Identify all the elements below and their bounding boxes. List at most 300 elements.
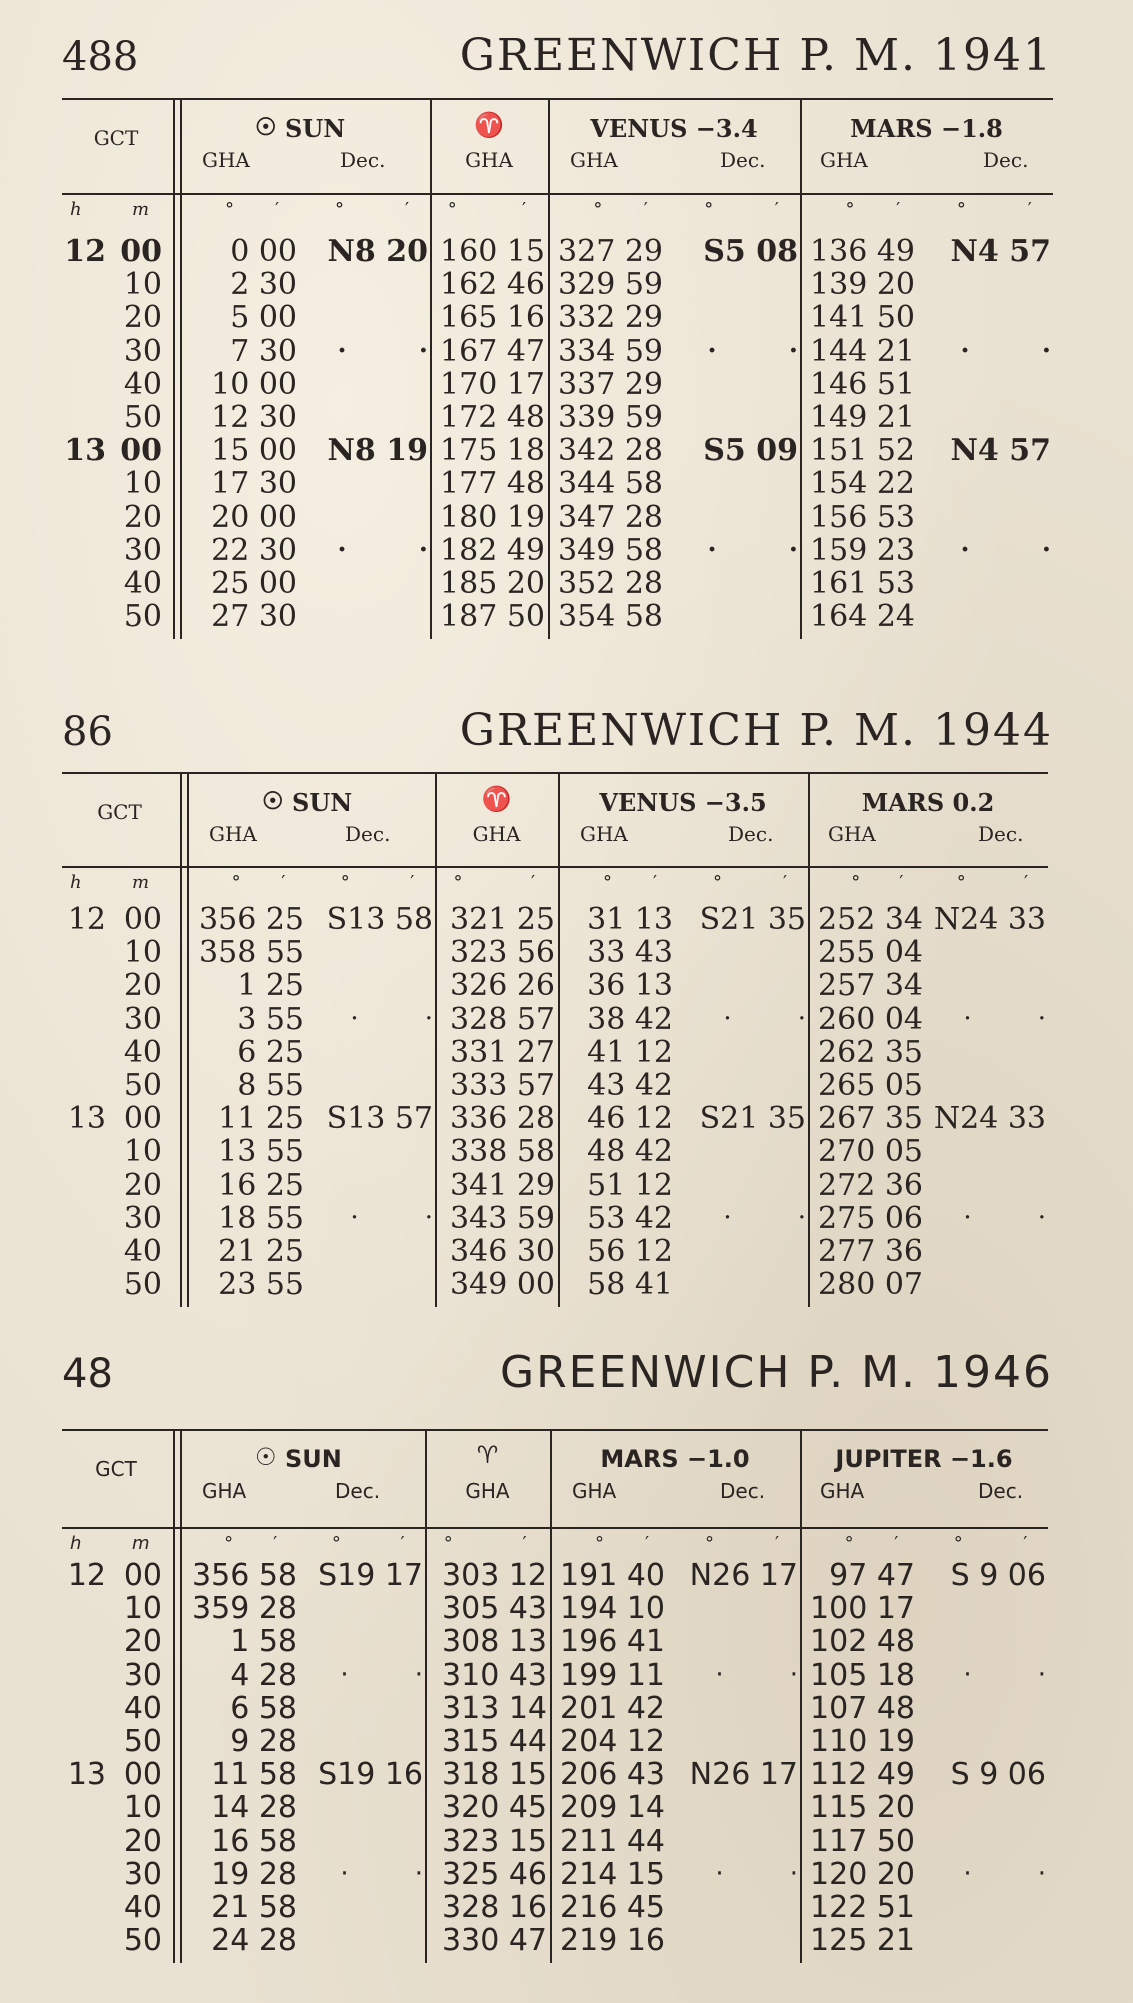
degree-mark: ° — [953, 1533, 963, 1554]
aries-gha-label: GHA — [465, 1479, 510, 1503]
minute-cell: 00 — [123, 1101, 162, 1137]
planet1-gha-label: GHA — [580, 822, 628, 846]
planet1-gha-cell: 48 42 — [587, 1134, 673, 1170]
aries-gha-cell: 167 47 — [440, 333, 545, 369]
sun-symbol-icon: ☉ — [262, 786, 284, 815]
planet2-dec-cell: N24 33 — [933, 902, 1046, 937]
planet2-dec-cell-continuation-dots: · · — [960, 534, 1051, 565]
minute-cell: 40 — [123, 566, 162, 601]
planet1-gha-cell: 199 11 — [560, 1657, 665, 1693]
table-row — [0, 534, 1133, 567]
planet1-gha-cell: 342 28 — [558, 433, 663, 469]
gct-header: GCT — [93, 126, 139, 150]
minute-mark: ′ — [522, 1533, 527, 1554]
planet2-gha-cell: 272 36 — [818, 1167, 923, 1203]
planet1-magnitude: −1.0 — [678, 1445, 750, 1473]
minute-cell: 10 — [123, 466, 162, 502]
hour-cell: 13 — [67, 1101, 106, 1137]
sun-dec-cell: N8 19 — [327, 433, 428, 469]
table-row — [0, 1659, 1133, 1692]
almanac-section — [0, 30, 1133, 670]
planet2-gha-cell: 102 48 — [810, 1624, 915, 1660]
table-top-rule — [62, 1429, 1048, 1431]
sun-gha-cell: 23 55 — [218, 1267, 304, 1303]
aries-gha-cell: 165 16 — [440, 300, 545, 336]
minute-cell: 20 — [123, 968, 162, 1004]
planet1-dec-cell-continuation-dots: · · — [723, 1003, 806, 1034]
planet2-dec-cell-continuation-dots: · · — [963, 1202, 1046, 1233]
degree-mark: ° — [225, 199, 234, 220]
minute-cell: 40 — [123, 1234, 162, 1269]
table-row — [0, 1268, 1133, 1301]
aries-gha-cell: 185 20 — [440, 566, 545, 601]
planet2-gha-cell: 270 05 — [818, 1134, 923, 1170]
planet2-gha-label: GHA — [828, 822, 876, 846]
minute-cell: 50 — [123, 1923, 162, 1959]
aries-gha-cell: 170 17 — [440, 366, 545, 402]
aries-symbol-icon: ♈ — [474, 110, 504, 139]
degree-mark: ° — [603, 872, 612, 893]
planet2-gha-cell: 265 05 — [818, 1068, 923, 1103]
planet1-heading — [548, 114, 800, 143]
degree-mark: ° — [956, 872, 966, 893]
minute-cell: 30 — [123, 1200, 162, 1236]
planet2-dec-cell-continuation-dots: · · — [963, 1659, 1046, 1690]
sun-gha-cell: 21 58 — [211, 1890, 297, 1925]
planet2-gha-cell: 267 35 — [818, 1101, 923, 1137]
sun-gha-cell: 3 55 — [237, 1001, 304, 1037]
table-row — [0, 1135, 1133, 1168]
aries-gha-cell: 325 46 — [442, 1856, 547, 1892]
sun-gha-cell: 22 30 — [211, 532, 297, 568]
aries-gha-cell: 323 15 — [442, 1823, 547, 1859]
table-row — [0, 969, 1133, 1002]
sun-gha-cell: 17 30 — [211, 466, 297, 502]
planet1-gha-cell: 349 58 — [558, 532, 663, 568]
sun-gha-cell: 15 00 — [211, 433, 297, 469]
table-top-rule — [62, 772, 1048, 774]
planet2-label: MARS — [850, 114, 933, 143]
sun-dec-cell: N8 20 — [327, 234, 428, 269]
planet1-gha-cell: 332 29 — [558, 300, 663, 336]
minute-cell: 10 — [123, 935, 162, 971]
sun-symbol-icon: ☉ — [255, 1443, 277, 1471]
sun-gha-cell: 7 30 — [230, 333, 297, 369]
planet2-dec-cell: N4 57 — [950, 433, 1051, 469]
table-row — [0, 335, 1133, 368]
degree-mark: ° — [231, 872, 241, 893]
degree-mark: ° — [844, 1533, 854, 1554]
planet2-dec-cell-continuation-dots: · · — [963, 1858, 1046, 1889]
minute-cell: 30 — [123, 1657, 162, 1693]
minute-unit: m — [132, 872, 150, 893]
sun-dec-cell: S19 17 — [318, 1558, 423, 1593]
sun-gha-label: GHA — [202, 148, 250, 172]
planet1-magnitude: −3.4 — [687, 114, 758, 143]
sun-gha-cell: 21 25 — [218, 1234, 304, 1269]
planet1-dec-cell: S21 35 — [699, 902, 806, 937]
aries-gha-cell: 177 48 — [440, 466, 545, 502]
minute-unit: m — [132, 1533, 150, 1554]
aries-gha-cell: 187 50 — [440, 599, 545, 635]
planet1-dec-label: Dec. — [720, 1479, 766, 1503]
planet2-gha-cell: 277 36 — [818, 1234, 923, 1269]
table-row — [0, 600, 1133, 633]
aries-gha-cell: 315 44 — [442, 1724, 547, 1759]
aries-gha-cell: 326 26 — [450, 968, 555, 1004]
planet2-gha-cell: 260 04 — [818, 1001, 923, 1037]
planet2-gha-cell: 262 35 — [818, 1034, 923, 1070]
page-number: 86 — [62, 709, 113, 755]
planet1-dec-label: Dec. — [720, 148, 766, 172]
planet1-gha-cell: 51 12 — [587, 1167, 673, 1203]
sun-label: SUN — [285, 114, 346, 143]
sun-gha-cell: 10 00 — [211, 366, 297, 402]
planet1-gha-cell: 36 13 — [587, 968, 673, 1004]
planet1-gha-cell: 339 59 — [558, 400, 663, 435]
planet2-heading — [800, 1445, 1048, 1473]
table-row — [0, 1825, 1133, 1858]
planet1-dec-cell: S21 35 — [699, 1101, 806, 1137]
table-row — [0, 1858, 1133, 1891]
planet1-heading — [550, 1445, 800, 1473]
minute-cell: 30 — [123, 1856, 162, 1892]
sun-gha-cell: 9 28 — [230, 1724, 297, 1759]
minute-cell: 20 — [123, 1624, 162, 1660]
table-row — [0, 1202, 1133, 1235]
planet1-gha-cell: 337 29 — [558, 366, 663, 402]
planet2-label: MARS — [861, 788, 945, 817]
minute-cell: 40 — [123, 1034, 162, 1070]
planet2-label: JUPITER — [835, 1445, 942, 1473]
minute-mark: ′ — [273, 1533, 278, 1554]
sun-label: SUN — [292, 788, 353, 817]
aries-gha-cell: 328 16 — [442, 1890, 547, 1925]
planet1-gha-cell: 211 44 — [560, 1823, 665, 1859]
planet2-gha-cell: 117 50 — [810, 1823, 915, 1859]
minute-mark: ′ — [775, 1533, 780, 1554]
planet1-dec-cell-continuation-dots: · · — [707, 534, 798, 565]
planet2-gha-label: GHA — [820, 1479, 865, 1503]
hour-cell: 13 — [67, 1757, 106, 1793]
table-row — [0, 1625, 1133, 1658]
planet2-gha-cell: 110 19 — [810, 1724, 915, 1759]
planet1-gha-cell: 334 59 — [558, 333, 663, 369]
minute-mark: ′ — [774, 199, 779, 220]
degree-mark: ° — [453, 872, 463, 893]
sun-dec-cell: S13 58 — [326, 902, 433, 937]
minute-mark: ′ — [410, 872, 415, 893]
aries-symbol-icon: ♈ — [481, 784, 512, 813]
degree-mark: ° — [593, 199, 603, 220]
aries-gha-cell: 160 15 — [440, 234, 545, 269]
planet1-gha-cell: 31 13 — [587, 902, 673, 937]
hour-cell: 12 — [64, 234, 106, 269]
minute-cell: 30 — [123, 333, 162, 369]
degree-mark: ° — [224, 1533, 234, 1554]
minute-cell: 00 — [120, 433, 162, 469]
sun-gha-cell: 11 58 — [211, 1757, 297, 1793]
table-row — [0, 401, 1133, 434]
minute-mark: ′ — [899, 872, 904, 893]
planet2-gha-cell: 252 34 — [818, 902, 923, 937]
table-row — [0, 368, 1133, 401]
degree-mark: ° — [340, 872, 350, 893]
hour-cell: 12 — [67, 902, 106, 937]
minute-cell: 50 — [123, 1068, 162, 1103]
table-row — [0, 1003, 1133, 1036]
planet2-gha-cell: 161 53 — [810, 566, 915, 601]
minute-cell: 20 — [123, 300, 162, 336]
table-row — [0, 1036, 1133, 1069]
sun-gha-cell: 19 28 — [211, 1856, 297, 1892]
planet2-heading — [808, 788, 1048, 817]
planet2-gha-cell: 141 50 — [810, 300, 915, 336]
minute-mark: ′ — [896, 199, 901, 220]
table-row — [0, 1758, 1133, 1791]
planet1-gha-cell: 209 14 — [560, 1790, 665, 1826]
sun-dec-label: Dec. — [340, 148, 386, 172]
planet2-dec-cell: S 9 06 — [950, 1558, 1046, 1593]
table-row — [0, 1069, 1133, 1102]
planet1-dec-cell: N26 17 — [689, 1757, 798, 1793]
table-row — [0, 1725, 1133, 1758]
minute-cell: 10 — [123, 1591, 162, 1627]
sun-gha-label: GHA — [209, 822, 257, 846]
planet1-gha-cell: 201 42 — [560, 1690, 665, 1726]
table-row — [0, 434, 1133, 467]
planet2-dec-cell-continuation-dots: · · — [963, 1003, 1046, 1034]
planet2-dec-cell-continuation-dots: · · — [960, 335, 1051, 366]
sun-gha-cell: 8 55 — [237, 1068, 304, 1103]
aries-gha-label: GHA — [472, 822, 521, 846]
aries-gha-cell: 328 57 — [450, 1001, 555, 1037]
aries-gha-cell: 341 29 — [450, 1167, 555, 1203]
planet2-gha-cell: 257 34 — [818, 968, 923, 1004]
page-heading — [62, 705, 1053, 755]
table-row — [0, 567, 1133, 600]
aries-gha-cell: 313 14 — [442, 1690, 547, 1726]
minute-unit: m — [132, 199, 150, 220]
hour-unit: h — [70, 872, 82, 893]
sun-dec-label: Dec. — [335, 1479, 381, 1503]
aries-gha-cell: 182 49 — [440, 532, 545, 568]
table-row — [0, 301, 1133, 334]
page-heading — [62, 1347, 1053, 1397]
minute-cell: 30 — [123, 1001, 162, 1037]
minute-mark: ′ — [1023, 1533, 1028, 1554]
table-row — [0, 1102, 1133, 1135]
planet2-gha-cell: 255 04 — [818, 935, 923, 971]
table-row — [0, 1559, 1133, 1592]
planet1-gha-cell: 33 43 — [587, 935, 673, 971]
planet2-gha-cell: 146 51 — [810, 366, 915, 402]
planet1-gha-cell: 214 15 — [560, 1856, 665, 1892]
sun-gha-cell: 5 00 — [230, 300, 297, 336]
planet1-gha-cell: 347 28 — [558, 499, 663, 535]
degree-mark: ° — [704, 199, 714, 220]
minute-cell: 20 — [123, 1167, 162, 1203]
minute-mark: ′ — [894, 1533, 899, 1554]
planet2-gha-cell: 112 49 — [810, 1757, 915, 1793]
page-number: 48 — [62, 1351, 113, 1397]
planet2-gha-cell: 275 06 — [818, 1200, 923, 1236]
table-row — [0, 1592, 1133, 1625]
planet1-gha-cell: 219 16 — [560, 1923, 665, 1959]
sun-gha-cell: 1 25 — [237, 968, 304, 1004]
minute-cell: 10 — [123, 1134, 162, 1170]
planet1-label: VENUS — [590, 114, 688, 143]
planet1-gha-cell: 191 40 — [560, 1558, 665, 1593]
planet1-label: MARS — [600, 1445, 679, 1473]
minute-cell: 20 — [123, 1823, 162, 1859]
minute-cell: 10 — [123, 1790, 162, 1826]
sun-gha-cell: 27 30 — [211, 599, 297, 635]
hour-unit: h — [70, 199, 82, 220]
sun-gha-cell: 0 00 — [230, 234, 297, 269]
aries-gha-label: GHA — [465, 148, 513, 172]
degree-mark: ° — [713, 872, 722, 893]
planet2-gha-cell: 107 48 — [810, 1690, 915, 1726]
sun-gha-cell: 11 25 — [218, 1101, 304, 1137]
sun-gha-cell: 18 55 — [218, 1200, 304, 1236]
sun-gha-cell: 13 55 — [218, 1134, 304, 1170]
aries-gha-cell: 338 58 — [450, 1134, 555, 1170]
aries-gha-cell: 308 13 — [442, 1624, 547, 1660]
sun-gha-label: GHA — [202, 1479, 247, 1503]
degree-mark: ° — [443, 1533, 453, 1554]
aries-gha-cell: 330 47 — [442, 1923, 547, 1959]
planet1-heading — [558, 788, 808, 817]
minute-cell: 20 — [123, 499, 162, 535]
planet1-gha-cell: 43 42 — [587, 1068, 673, 1103]
planet1-gha-cell: 58 41 — [587, 1267, 673, 1303]
planet2-gha-cell: 139 20 — [810, 267, 915, 303]
planet2-gha-cell: 149 21 — [810, 400, 915, 435]
gct-header: GCT — [95, 1457, 137, 1481]
table-row — [0, 1924, 1133, 1957]
planet2-gha-cell: 280 07 — [818, 1267, 923, 1303]
sun-dec-label: Dec. — [345, 822, 391, 846]
planet1-gha-cell: 56 12 — [587, 1234, 673, 1269]
sun-gha-cell: 16 58 — [211, 1823, 297, 1859]
table-top-rule — [62, 98, 1053, 100]
planet1-gha-cell: 327 29 — [558, 234, 663, 269]
aries-gha-cell: 303 12 — [442, 1558, 547, 1593]
minute-cell: 50 — [123, 1267, 162, 1303]
aries-symbol-icon: ♈ — [476, 1441, 499, 1469]
planet2-gha-cell: 136 49 — [810, 234, 915, 269]
hour-cell: 13 — [64, 433, 106, 469]
sun-gha-cell: 6 25 — [237, 1034, 304, 1070]
sun-dec-cell-continuation-dots: · · — [350, 1003, 433, 1034]
sun-symbol-icon: ☉ — [255, 112, 277, 141]
planet1-gha-cell: 344 58 — [558, 466, 663, 502]
planet2-gha-cell: 125 21 — [810, 1923, 915, 1959]
table-row — [0, 1169, 1133, 1202]
table-row — [0, 501, 1133, 534]
page-heading — [62, 30, 1053, 80]
minute-cell: 00 — [123, 902, 162, 937]
degree-mark: ° — [595, 1533, 604, 1554]
degree-mark: ° — [447, 199, 457, 220]
minute-mark: ′ — [400, 1533, 405, 1554]
table-row — [0, 1791, 1133, 1824]
sun-dec-cell-continuation-dots: · · — [350, 1202, 433, 1233]
planet2-gha-cell: 164 24 — [810, 599, 915, 635]
planet2-dec-cell: S 9 06 — [950, 1757, 1046, 1793]
degree-mark: ° — [956, 199, 966, 220]
sun-dec-cell-continuation-dots: · · — [340, 1659, 423, 1690]
page-number: 488 — [62, 34, 139, 80]
planet2-magnitude: −1.8 — [932, 114, 1003, 143]
page-title: GREENWICH P. M. 1946 — [499, 1347, 1053, 1398]
minute-mark: ′ — [643, 199, 648, 220]
sun-gha-cell: 356 58 — [192, 1558, 297, 1593]
planet1-gha-cell: 194 10 — [560, 1591, 665, 1627]
planet1-magnitude: −3.5 — [696, 788, 767, 817]
minute-mark: ′ — [405, 199, 410, 220]
table-row — [0, 1235, 1133, 1268]
minute-cell: 00 — [123, 1558, 162, 1593]
aries-gha-cell: 320 45 — [442, 1790, 547, 1826]
sun-dec-cell-continuation-dots: · · — [337, 534, 428, 565]
planet1-gha-cell: 352 28 — [558, 566, 663, 601]
planet1-gha-cell: 41 12 — [587, 1034, 673, 1070]
planet1-gha-cell: 216 45 — [560, 1890, 665, 1925]
table-row — [0, 467, 1133, 500]
planet1-gha-cell: 53 42 — [587, 1200, 673, 1236]
planet1-dec-cell-continuation-dots: · · — [723, 1202, 806, 1233]
almanac-section — [0, 1347, 1133, 1987]
aries-gha-cell: 333 57 — [450, 1068, 555, 1103]
degree-mark: ° — [335, 199, 344, 220]
sun-gha-cell: 356 25 — [199, 902, 304, 937]
sun-gha-cell: 25 00 — [211, 566, 297, 601]
page-title: GREENWICH P. M. 1941 — [459, 30, 1053, 81]
minute-mark: ′ — [645, 1533, 650, 1554]
sun-gha-cell: 359 28 — [192, 1591, 297, 1627]
planet2-magnitude: 0.2 — [944, 788, 995, 817]
planet1-dec-label: Dec. — [728, 822, 774, 846]
minute-cell: 00 — [120, 234, 162, 269]
planet2-magnitude: −1.6 — [941, 1445, 1013, 1473]
minute-cell: 30 — [123, 532, 162, 568]
table-row — [0, 1692, 1133, 1725]
table-row — [0, 936, 1133, 969]
planet1-dec-cell: S5 09 — [703, 433, 798, 469]
minute-mark: ′ — [1024, 872, 1029, 893]
minute-mark: ′ — [281, 872, 286, 893]
sun-gha-cell: 1 58 — [230, 1624, 297, 1660]
planet2-gha-label: GHA — [820, 148, 868, 172]
aries-gha-cell: 310 43 — [442, 1657, 547, 1693]
planet1-label: VENUS — [599, 788, 697, 817]
planet2-dec-cell: N24 33 — [933, 1101, 1046, 1137]
page-title: GREENWICH P. M. 1944 — [459, 705, 1053, 756]
aries-gha-cell: 323 56 — [450, 935, 555, 971]
planet1-gha-cell: 206 43 — [560, 1757, 665, 1793]
planet1-gha-cell: 204 12 — [560, 1724, 665, 1759]
header-bottom-rule — [62, 1527, 1048, 1529]
sun-dec-cell-continuation-dots: · · — [340, 1858, 423, 1889]
planet1-gha-cell: 38 42 — [587, 1001, 673, 1037]
aries-gha-cell: 349 00 — [450, 1267, 555, 1303]
planet1-gha-cell: 46 12 — [587, 1101, 673, 1137]
sun-gha-cell: 2 30 — [230, 267, 297, 303]
minute-mark: ′ — [522, 199, 527, 220]
degree-mark: ° — [851, 872, 861, 893]
